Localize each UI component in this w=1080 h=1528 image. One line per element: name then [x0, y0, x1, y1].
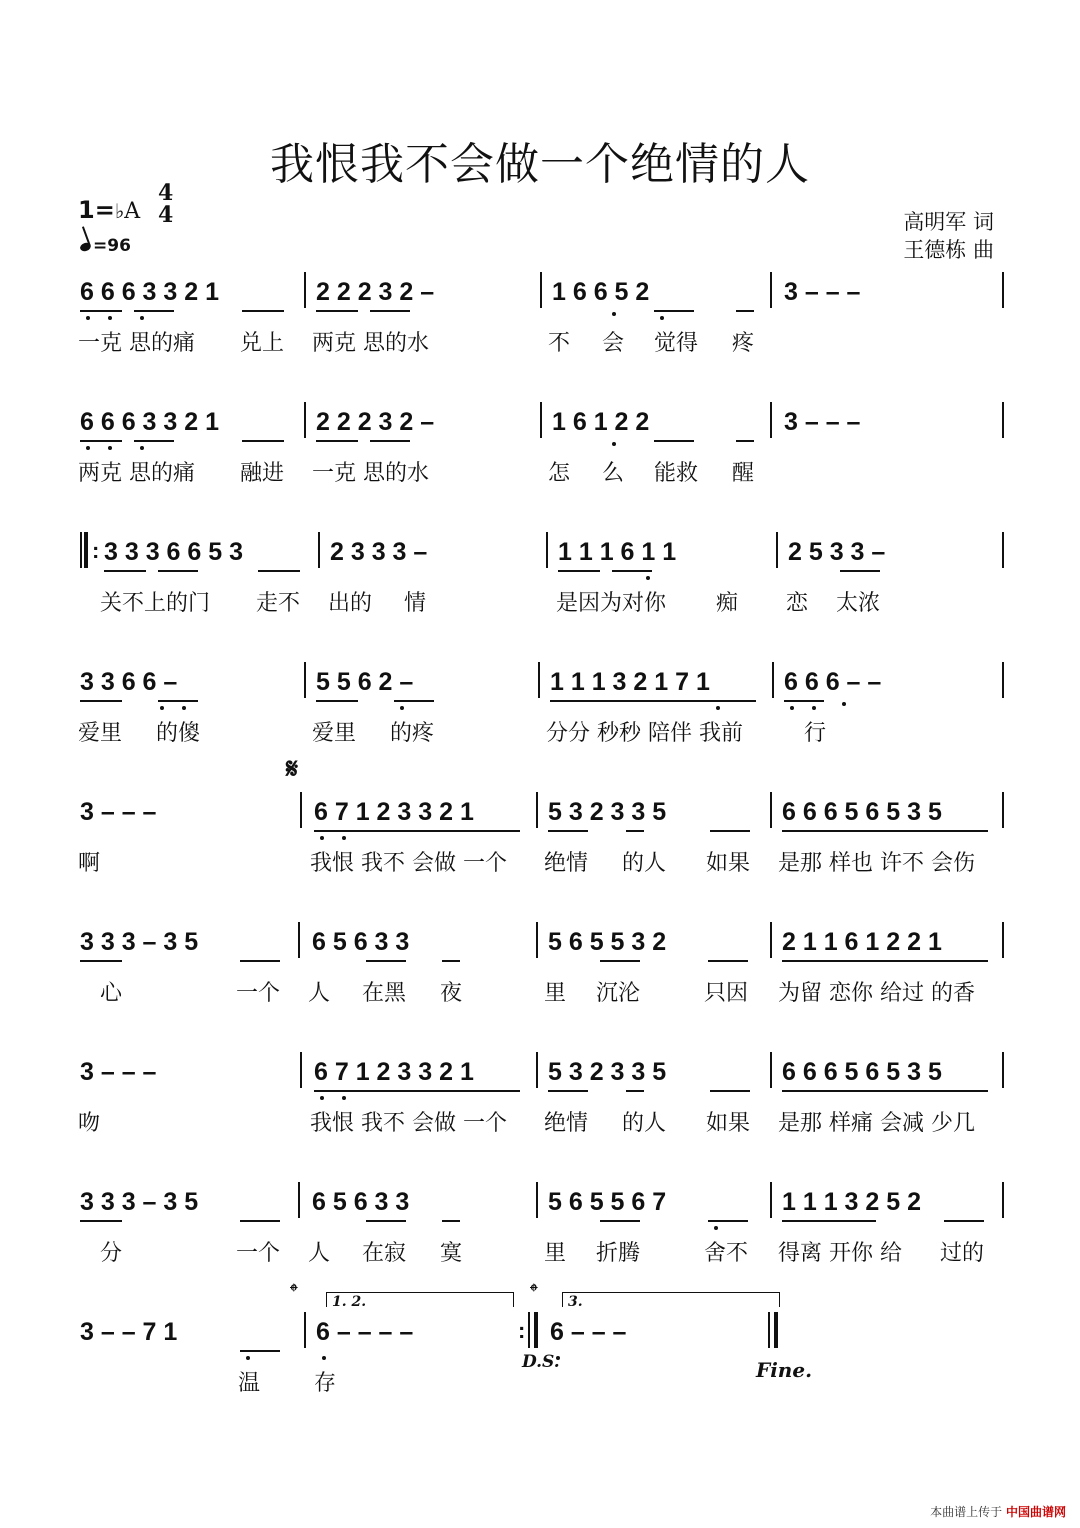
lyric: 我恨 我不 会做 一个 — [310, 1111, 507, 1136]
low-octave-dot — [646, 576, 650, 580]
beam — [370, 310, 410, 312]
lyrics-line — [72, 586, 1012, 616]
beam — [158, 700, 198, 702]
measure: 1 1 1 3 2 5 2 — [782, 1188, 922, 1216]
barline — [770, 1182, 772, 1218]
lyric: 爱里 — [312, 721, 357, 746]
beam — [242, 440, 284, 442]
notation-line — [72, 538, 1012, 574]
beam — [840, 570, 880, 572]
barline — [770, 1052, 772, 1088]
beam — [240, 960, 280, 962]
lyric: 心 — [100, 981, 123, 1006]
lyric: 沉沦 — [596, 981, 641, 1006]
fine-marking: Fine. — [756, 1358, 813, 1382]
lyric: 太浓 — [836, 591, 881, 616]
low-octave-dot — [246, 1356, 250, 1360]
beam — [442, 1220, 460, 1222]
beam — [316, 310, 358, 312]
key-signature — [78, 196, 140, 224]
barline — [540, 402, 542, 438]
lyric: 情 — [404, 591, 427, 616]
beam — [626, 1090, 644, 1092]
measure: 6 7 1 2 3 3 2 1 — [314, 798, 474, 826]
beam — [782, 830, 988, 832]
lyrics-line — [72, 1236, 1012, 1266]
measure: 6 5 6 3 3 — [312, 1188, 410, 1216]
low-octave-dot — [812, 706, 816, 710]
beam — [736, 440, 754, 442]
measure: 3 – – 7 1 — [80, 1318, 178, 1346]
barline — [300, 1052, 302, 1088]
low-octave-dot — [140, 316, 144, 320]
lyric: 的人 — [622, 851, 667, 876]
beam — [366, 960, 406, 962]
barline — [772, 662, 774, 698]
barline — [536, 1182, 538, 1218]
time-signature-top: 4 — [158, 180, 174, 206]
measure: 2 2 2 3 2 – — [316, 278, 435, 306]
barline — [1002, 402, 1004, 438]
measure: 3 3 3 – 3 5 — [80, 1188, 199, 1216]
lyric: 温 — [238, 1371, 261, 1396]
lyric: 痴 — [716, 591, 739, 616]
barline — [776, 532, 778, 568]
beam — [558, 570, 600, 572]
notation-line — [72, 408, 1012, 444]
lyric: 么 — [602, 461, 625, 486]
low-octave-dot — [108, 316, 112, 320]
lyric: 兑上 — [240, 331, 285, 356]
lyric: 啊 — [78, 851, 101, 876]
lyric: 的傻 — [156, 721, 201, 746]
barline — [770, 792, 772, 828]
lyric: 夜 — [440, 981, 463, 1006]
lyric: 在寂 — [362, 1241, 407, 1266]
notation-line — [72, 278, 1012, 314]
low-octave-dot — [342, 836, 346, 840]
low-octave-dot — [86, 446, 90, 450]
quarter-note-icon — [79, 241, 92, 252]
low-octave-dot — [86, 316, 90, 320]
beam — [550, 700, 756, 702]
beam — [710, 1090, 750, 1092]
beam — [134, 310, 174, 312]
composer-credit: 王德栋 曲 — [903, 238, 994, 262]
volta-bracket-2 — [562, 1292, 780, 1307]
lyric: 分 — [100, 1241, 123, 1266]
lyric: 是因为对你 — [556, 591, 667, 616]
measure: 3 – – – — [784, 278, 861, 306]
lyric: 吻 — [78, 1111, 101, 1136]
lyric: 两克 思的痛 — [78, 461, 195, 486]
low-octave-dot — [140, 446, 144, 450]
lyric: 里 — [544, 1241, 567, 1266]
beam — [710, 830, 750, 832]
beam — [316, 700, 358, 702]
beam — [548, 830, 588, 832]
low-octave-dot — [400, 706, 404, 710]
repeat-dots: : — [518, 1318, 526, 1343]
song-title: 我恨我不会做一个绝情的人 — [270, 139, 810, 190]
low-octave-dot — [342, 1096, 346, 1100]
measure: 5 3 2 3 3 5 — [548, 798, 667, 826]
lyric: 舍不 — [704, 1241, 749, 1266]
low-octave-dot — [320, 836, 324, 840]
footer-watermark — [930, 1503, 1066, 1520]
beam — [782, 1090, 988, 1092]
lyric: 恋 — [786, 591, 809, 616]
barline — [536, 922, 538, 958]
beam — [626, 830, 644, 832]
repeat-end-barline — [528, 1312, 530, 1348]
low-octave-dot — [660, 316, 664, 320]
beam — [316, 440, 358, 442]
low-octave-dot — [108, 446, 112, 450]
barline — [1002, 662, 1004, 698]
measure: 1 6 1 2 2 — [552, 408, 650, 436]
beam — [654, 440, 694, 442]
barline — [318, 532, 320, 568]
lyrics-line — [72, 1106, 1012, 1136]
barline — [770, 402, 772, 438]
lyric: 一个 — [236, 1241, 281, 1266]
barline — [538, 662, 540, 698]
lyric: 为留 恋你 给过 的香 — [778, 981, 975, 1006]
measure: 1 1 1 6 1 1 — [558, 538, 677, 566]
barline — [1002, 1182, 1004, 1218]
barline — [300, 792, 302, 828]
lyrics-line — [72, 716, 1012, 746]
barline — [304, 1312, 306, 1348]
low-octave-dot — [182, 706, 186, 710]
flat-icon: ♭ — [114, 199, 125, 223]
measure: 5 6 5 5 6 7 — [548, 1188, 667, 1216]
measure: 6 5 6 3 3 — [312, 928, 410, 956]
low-octave-dot — [714, 1226, 718, 1230]
lyric: 醒 — [732, 461, 755, 486]
measure: 6 6 6 5 6 5 3 5 — [782, 1058, 942, 1086]
lyric: 寞 — [440, 1241, 463, 1266]
lyric: 得离 开你 给 — [778, 1241, 902, 1266]
lyric: 疼 — [732, 331, 755, 356]
measure: 6 7 1 2 3 3 2 1 — [314, 1058, 474, 1086]
notation-line — [72, 668, 1012, 704]
repeat-start-barline — [84, 532, 88, 568]
lyrics-line — [72, 326, 1012, 356]
barline — [770, 272, 772, 308]
barline — [1002, 922, 1004, 958]
beam — [784, 700, 824, 702]
lyricist-credit: 高明军 词 — [903, 210, 994, 234]
repeat-end-barline — [534, 1312, 538, 1348]
measure: 3 – – – — [80, 1058, 157, 1086]
lyric: 融进 — [240, 461, 285, 486]
tempo-value: =96 — [93, 236, 131, 256]
notation-line — [72, 1318, 1012, 1354]
footer-text: 本曲谱上传于 — [930, 1505, 1003, 1519]
lyric: 两克 思的水 — [312, 331, 429, 356]
measure: 6 6 6 5 6 5 3 5 — [782, 798, 942, 826]
lyric: 能救 — [654, 461, 699, 486]
lyric: 我恨 我不 会做 一个 — [310, 851, 507, 876]
beam — [708, 960, 748, 962]
tempo-marking — [80, 236, 131, 256]
low-octave-dot — [160, 706, 164, 710]
lyric: 如果 — [706, 1111, 751, 1136]
lyric: 一克 思的痛 — [78, 331, 195, 356]
beam — [442, 960, 460, 962]
lyric: 的疼 — [390, 721, 435, 746]
low-octave-dot — [320, 1096, 324, 1100]
lyrics-line — [72, 456, 1012, 486]
measure: 3 – – – — [784, 408, 861, 436]
lyric: 只因 — [704, 981, 749, 1006]
lyric: 行 — [804, 721, 827, 746]
barline — [304, 402, 306, 438]
measure: 5 3 2 3 3 5 — [548, 1058, 667, 1086]
footer-site-logo: 中国曲谱网 — [1005, 1505, 1066, 1519]
beam — [708, 1220, 748, 1222]
lyric: 分分 秒秒 陪伴 我前 — [546, 721, 743, 746]
beam — [80, 960, 122, 962]
barline — [536, 1052, 538, 1088]
segno-icon: 𝄋 — [286, 752, 299, 785]
lyric: 过的 — [940, 1241, 985, 1266]
lyric: 是那 样也 许不 会伤 — [778, 851, 975, 876]
measure: 2 5 3 3 – — [788, 538, 886, 566]
measure: 2 3 3 3 – — [330, 538, 428, 566]
low-octave-dot — [612, 312, 616, 316]
lyric: 是那 样痛 会减 少几 — [778, 1111, 975, 1136]
lyrics-line — [72, 846, 1012, 876]
lyric: 里 — [544, 981, 567, 1006]
barline — [546, 532, 548, 568]
measure: 3 3 3 – 3 5 — [80, 928, 199, 956]
lyric: 如果 — [706, 851, 751, 876]
repeat-start-barline — [80, 532, 82, 568]
lyric: 人 — [308, 981, 331, 1006]
beam — [370, 440, 410, 442]
barline — [1002, 532, 1004, 568]
low-octave-dot — [612, 442, 616, 446]
beam — [314, 1090, 520, 1092]
barline — [1002, 792, 1004, 828]
volta-label-2: 3. — [568, 1294, 583, 1310]
beam — [240, 1220, 280, 1222]
barline — [770, 922, 772, 958]
measure: 5 6 5 5 3 2 — [548, 928, 667, 956]
beam — [736, 310, 754, 312]
beam — [394, 700, 434, 702]
lyric: 爱里 — [78, 721, 123, 746]
measure: 3 – – – — [80, 798, 157, 826]
lyric: 怎 — [548, 461, 571, 486]
beam — [782, 1220, 876, 1222]
volta-label-1: 1. 2. — [332, 1294, 367, 1310]
lyric: 不 — [548, 331, 571, 356]
lyric: 存 — [314, 1371, 337, 1396]
barline — [1002, 1052, 1004, 1088]
beam — [782, 960, 988, 962]
beam — [654, 310, 694, 312]
lyric: 绝情 — [544, 1111, 589, 1136]
repeat-dots: : — [92, 538, 100, 563]
beam — [600, 960, 640, 962]
low-octave-dot — [842, 702, 846, 706]
lyric: 一个 — [236, 981, 281, 1006]
lyrics-line — [72, 976, 1012, 1006]
measure: 6 6 6 – – — [784, 668, 882, 696]
low-octave-dot — [716, 706, 720, 710]
beam — [240, 1350, 280, 1352]
barline — [298, 1182, 300, 1218]
measure: 2 2 2 3 2 – — [316, 408, 435, 436]
coda-icon: 𝄌 — [290, 1280, 298, 1305]
measure: 3 3 3 6 6 5 3 — [104, 538, 244, 566]
barline — [304, 662, 306, 698]
beam — [80, 1220, 122, 1222]
measure: 2 1 1 6 1 2 2 1 — [782, 928, 942, 956]
lyric: 在黑 — [362, 981, 407, 1006]
beam — [158, 570, 198, 572]
lyric: 折腾 — [596, 1241, 641, 1266]
measure: 3 3 6 6 – — [80, 668, 178, 696]
ds-marking: D.S. — [522, 1352, 560, 1372]
lyric: 绝情 — [544, 851, 589, 876]
beam — [80, 440, 122, 442]
measure: 6 – – – – — [316, 1318, 414, 1346]
barline — [1002, 272, 1004, 308]
measure: 1 6 6 5 2 — [552, 278, 650, 306]
beam — [134, 440, 174, 442]
barline — [536, 792, 538, 828]
time-signature — [158, 182, 173, 226]
notation-line — [72, 928, 1012, 964]
beam — [314, 830, 520, 832]
measure: 1 1 1 3 2 1 7 1 — [550, 668, 710, 696]
measure: 6 6 6 3 3 2 1 — [80, 278, 220, 306]
measure: 6 – – – — [550, 1318, 627, 1346]
beam — [80, 700, 122, 702]
lyric: 一克 思的水 — [312, 461, 429, 486]
final-barline — [768, 1312, 770, 1348]
barline — [304, 272, 306, 308]
key-prefix: 1= — [78, 196, 115, 224]
coda-icon: 𝄌 — [530, 1280, 538, 1305]
key-tonic: A — [124, 199, 141, 224]
notation-line — [72, 1188, 1012, 1224]
beam — [612, 570, 652, 572]
notation-line — [72, 1058, 1012, 1094]
lyric: 会 — [602, 331, 625, 356]
lyric: 人 — [308, 1241, 331, 1266]
lyric: 关不上的门 — [100, 591, 211, 616]
lyric: 的人 — [622, 1111, 667, 1136]
beam — [242, 310, 284, 312]
measure: 6 6 6 3 3 2 1 — [80, 408, 220, 436]
lyric: 走不 — [256, 591, 301, 616]
barline — [540, 272, 542, 308]
measure: 5 5 6 2 – — [316, 668, 414, 696]
beam — [258, 570, 300, 572]
lyric: 出的 — [328, 591, 373, 616]
time-signature-bottom: 4 — [158, 202, 174, 228]
lyric: 觉得 — [654, 331, 699, 356]
beam — [944, 1220, 984, 1222]
beam — [366, 1220, 406, 1222]
beam — [548, 1090, 588, 1092]
notation-line — [72, 798, 1012, 834]
barline — [298, 922, 300, 958]
beam — [104, 570, 146, 572]
beam — [600, 1220, 640, 1222]
final-barline — [774, 1312, 778, 1348]
low-octave-dot — [322, 1356, 326, 1360]
beam — [80, 310, 122, 312]
low-octave-dot — [790, 706, 794, 710]
